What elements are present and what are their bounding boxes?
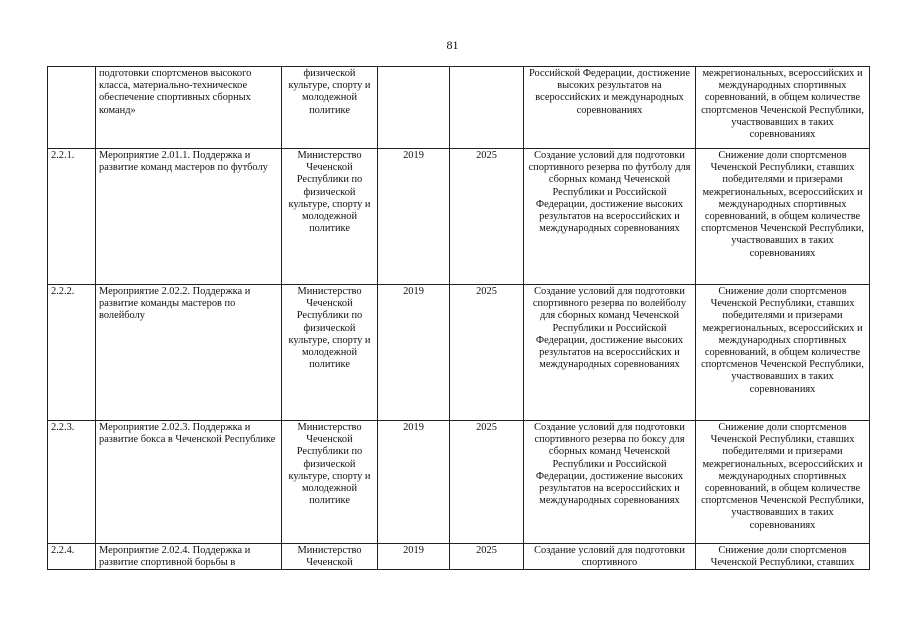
- row-number: 2.2.2.: [48, 285, 96, 421]
- end-year: [450, 67, 524, 149]
- indicator: Снижение доли спортсменов Чеченской Республики, ставших победителями и призерами межрегиональных, всероссийских и международных спортивных соревнований, в общем количестве спортсменов Чеченской Республики, участвовавших в таких соревнованиях: [696, 421, 870, 544]
- end-year: 2025: [450, 544, 524, 570]
- table-row: [48, 421, 870, 544]
- row-number: 2.2.1.: [48, 149, 96, 285]
- start-year: 2019: [378, 149, 450, 285]
- indicator: Снижение доли спортсменов Чеченской Республики, ставших: [696, 544, 870, 570]
- start-year: [378, 67, 450, 149]
- table-row: [48, 67, 870, 149]
- row-number: [48, 67, 96, 149]
- executor: физической культуре, спорту и молодежной политике: [282, 67, 378, 149]
- expected-result: Создание условий для подготовки спортивного резерва по боксу для сборных команд Чеченской Республики и Российской Федерации, достижение высоких результатов на всероссийских и международных соревнованиях: [524, 421, 696, 544]
- table-row: [48, 149, 870, 285]
- end-year: 2025: [450, 421, 524, 544]
- page-number: 81: [446, 38, 459, 52]
- activity-name: Мероприятие 2.02.2. Поддержка и развитие команды мастеров по волейболу: [96, 285, 282, 421]
- start-year: 2019: [378, 421, 450, 544]
- expected-result: Создание условий для подготовки спортивного резерва по волейболу для сборных команд Чеченской Республики и Российской Федерации, достижение высоких результатов на всероссийских и международных соревнованиях: [524, 285, 696, 421]
- end-year: 2025: [450, 285, 524, 421]
- indicator: Снижение доли спортсменов Чеченской Республики, ставших победителями и призерами межрегиональных, всероссийских и международных спортивных соревнований, в общем количестве спортсменов Чеченской Республики, участвовавших в таких соревнованиях: [696, 285, 870, 421]
- activity-name: Мероприятие 2.02.4. Поддержка и развитие спортивной борьбы в: [96, 544, 282, 570]
- table-row: [48, 285, 870, 421]
- row-number: 2.2.4.: [48, 544, 96, 570]
- activity-name: подготовки спортсменов высокого класса, материально-техническое обеспечение спортивных сборных команд»: [96, 67, 282, 149]
- expected-result: Создание условий для подготовки спортивного резерва по футболу для сборных команд Чеченской Республики и Российской Федерации, достижение высоких результатов на всероссийских и международных соревнованиях: [524, 149, 696, 285]
- expected-result: Российской Федерации, достижение высоких результатов на всероссийских и международных соревнованиях: [524, 67, 696, 149]
- indicator: межрегиональных, всероссийских и международных спортивных соревнований, в общем количестве спортсменов Чеченской Республики, участвовавших в таких соревнованиях: [696, 67, 870, 149]
- program-activities-table: [47, 66, 870, 570]
- start-year: 2019: [378, 285, 450, 421]
- indicator: Снижение доли спортсменов Чеченской Республики, ставших победителями и призерами межрегиональных, всероссийских и международных спортивных соревнований, в общем количестве спортсменов Чеченской Республики, участвовавших в таких соревнованиях: [696, 149, 870, 285]
- start-year: 2019: [378, 544, 450, 570]
- table-row: [48, 544, 870, 570]
- executor: Министерство Чеченской Республики по физической культуре, спорту и молодежной политике: [282, 285, 378, 421]
- activity-name: Мероприятие 2.01.1. Поддержка и развитие команд мастеров по футболу: [96, 149, 282, 285]
- expected-result: Создание условий для подготовки спортивного: [524, 544, 696, 570]
- end-year: 2025: [450, 149, 524, 285]
- executor: Министерство Чеченской Республики по физической культуре, спорту и молодежной политике: [282, 149, 378, 285]
- executor: Министерство Чеченской: [282, 544, 378, 570]
- activity-name: Мероприятие 2.02.3. Поддержка и развитие бокса в Чеченской Республике: [96, 421, 282, 544]
- executor: Министерство Чеченской Республики по физической культуре, спорту и молодежной политике: [282, 421, 378, 544]
- row-number: 2.2.3.: [48, 421, 96, 544]
